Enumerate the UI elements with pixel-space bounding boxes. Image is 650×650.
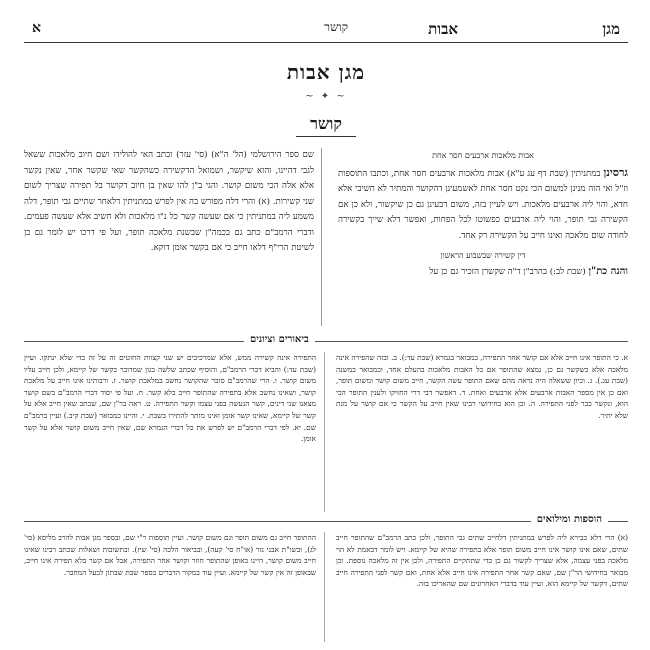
subsection-paragraph (338, 264, 628, 281)
explanations-right-text: א. כי התופר אינו חייב אלא אם קושר אחר התפירה, כמבואר בגמרא (שבת עד:). ב. ובזה שהפירה אינה מלאכה אלא כשקשר גם כן, נמצא שהתופר אם כל האבות מלאכות בהעלם אחד, וכמבואר במשנה (שבת עג.). ג. וכיון ששאלה היה נראה מהם שאם התופר עשה הקשר, חייב משום קושר ומשום תופר, ואם כן אין מספר האבות ארבעים אלא ארבעים ואחת. ד. דאפשר דבי דרי החזיקו ולענין התופר הכי הוא, ונקשר כבר לפני התפירה. ה. וכן הוא בחידושי רבינו שאין חייב על הקשר כי אם קושר על מנת שלא יתיר. (336, 353, 628, 420)
main-paragraph-text: במתניתין (שבת דף עג ע"א) אבות מלאכות ארבעים חסר אחת, וכתבו התוספות וז"ל ואי הוה מנינן למשום הכי נקט חסר אחת לאשמעינן דהקושר והמתיר לא חשיבי אלא חדא, והוי ליה ארבעים מלאכות. ויש לעיין בזה, משום דבעינן גם כן שיקשור, ולא כן אם הקשירה גבי תופר, והוי ליה ארבעים כפשוטו לכל הפחות, ואפשר דלא שייך בקשירה לחודה שום מלאכה ואינו חייב על הקשירה רק אחד. (338, 168, 628, 241)
chapter-title: קושר (296, 114, 356, 137)
explanations-left-text: התפירה אינה קשירה ממש, אלא שמרכיבים יש שני קצוות החוטים זה על זה כדי שלא ינתקו. ועיין (שבת עד:) והביא דברי הרמב"ם, והוסיף שכתב שלשה כגון שמדובר בקשר של קיימא, ולכן חייב עליו משום קושר. ו. הרי שהרמב"ם סובר שהקושר נחשב במלאכת קושר. ז. ורבותינו אינו חייב על מלאכת קושר, ושאינו נחשב אלא בתפירה שהתופר חייב בלא קשר. ח. ועל פי יסוד דברי הרמב"ם בשם קושר מצאנו שני דינים, קשר הנעשה בפני עצמו וקשר התפירה. ט. ראה בר"ן שם, שכתב שאין חייב אלא על קשר של קיימא, שאינו קשר אומן ואינו מותר להתירו בשבת. י. והיינו כמבואר (שבת קיב.) ועיין ברמב"ם שם. יא. לפי דברי הרמב"ם יש לפרש את כל דברי הגמרא שם, שאין חייב משום קושר אלא על קשר אומן. (24, 353, 316, 444)
additions-section (24, 532, 628, 642)
explanations-section (24, 352, 628, 512)
title-ornament: ~ ✦ ~ (305, 91, 347, 102)
subsection-opening-word: והנה כת"ן (588, 265, 628, 277)
main-paragraph (338, 165, 628, 245)
additions-right-text: (א) הרי דלא כבירא ליה לפרש במתניתין דלחייב שתים גבי התופר, ולכן כתב הרמב"ם שהתופר חייב שתים, שאם אינו קושר אינו חייב משום תופר אלא בתפירה שהיא של קיימא. ויש לומר דבאמת לא הוי מלאכה בפני עצמה, אלא שצריך לקשור גם כן כדי שתתקיים התפירה, ולכן אין זה מלאכה נוספת. וכן מבואר בחידושי הר"ן שם, שאם קשר אחר התפירה אינו חייב אלא אחת, ואם קשר לפני התפירה חייב שתים, דקשר של קיימא הוא. ועיין עוד בדברי האחרונים שם שהאריכו בזה. (336, 533, 628, 589)
main-text-left-column (24, 148, 314, 326)
opening-word: גרסינן (603, 165, 628, 179)
main-text (24, 148, 628, 326)
running-head-topic: קושר (324, 20, 348, 34)
divider-line (24, 341, 628, 342)
book-page (24, 16, 628, 642)
running-header (24, 16, 628, 43)
explanations-right-column (336, 352, 628, 512)
subsection-heading: דין קשירה שבשבוע הראשון (440, 251, 526, 260)
additions-right-column (336, 532, 628, 642)
additions-heading: הוספות ומילואים (531, 514, 608, 525)
explanations-column-divider (324, 352, 325, 512)
explanations-left-column (24, 352, 316, 512)
additions-column-divider (324, 532, 325, 642)
explanations-divider (24, 334, 628, 348)
page-number: א (32, 20, 41, 36)
additions-left-text: ההתופר חייב גם משום תופר וגם משום קושר. ועיין תוספות ר"י שם, ובספר מגן אבות להרב מליסא (סי' לג), ובשו"ת אבני נזר (או"ח סי' קעה), ובביאור הלכה (סי' שיז). ובתשובות ושאלות שכתב רבינו שאינו חייב משום קושר, היינו באופן שהתופר חוזר וקושר אחר התפירה, אבל אם קשר בלא תפירה אינו חייב, שבאופן זה אין קשר של קיימא. ועיין עוד במקור הדברים בספר שבת שבתון לבעל המחבר. (24, 533, 316, 577)
running-head-section: אבות (428, 20, 458, 38)
subsection-text: (שבת לב:) בהרב"ן ד"ה שקשרן הזכיר גם כן על (429, 266, 586, 277)
page-title: מגן אבות (286, 60, 366, 84)
column-divider (321, 148, 322, 326)
title-block (24, 60, 628, 137)
additions-left-column (24, 532, 316, 642)
running-head-book-title: מגן (602, 20, 620, 38)
additions-divider (24, 514, 628, 528)
explanations-heading: ביאורים וציונים (244, 334, 315, 345)
column-header: אבות מלאכות ארבעים חסר אחת (432, 151, 534, 160)
left-column-text: שם ספר הירושלמי (הל' ה"א) (סי' עזר) וכתב האי להולידו ושם חיוב מלאכות ששאל לגבי דהיינו, והוא שיקשר, ושמואל הדקשירה כשהקשר שאי שקשר אחר, שאין נקשר אלא אלה הכי משום קושר. והגי ב"ן להו שאין בן חיוב דקושר בל תפירה שצריך לשום שני קשירות. (א) והרי דלה מפורש בה אין לפרש במתניתין דלאחר שתיים גבי תופר, דלה משמע ליה במתניתין כי אם שעשה קשר כל נ"ו מלאכות ולא חשיב אלא שעשה פעמים. ודברי הרמב"ם כתב גם בכמה"ן שבשנת מלאכה תופר, ועל פי דרכו יש לומר גם כן לשיטת הרי"ף דלאו חייב כי אם בקשר אומן דוקא. (24, 150, 314, 253)
main-text-right-column (338, 148, 628, 326)
